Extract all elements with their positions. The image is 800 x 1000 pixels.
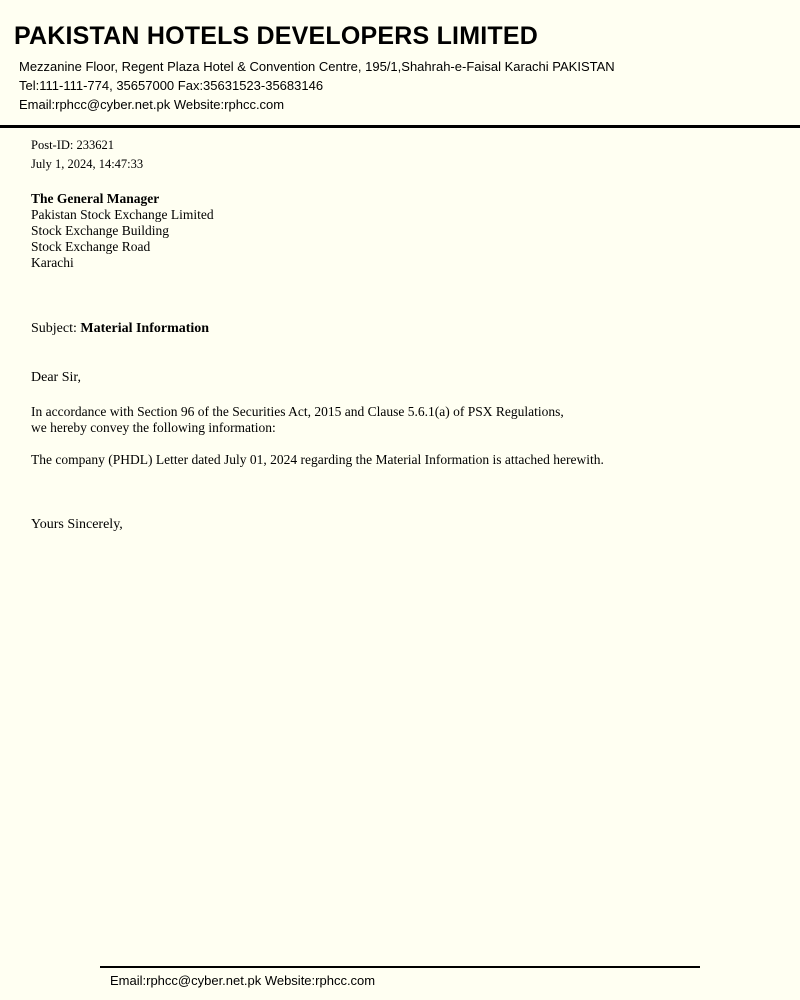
post-id: Post-ID: 233621 [31, 138, 114, 152]
paragraph-1 [31, 404, 771, 436]
recipient-line: Stock Exchange Building [31, 223, 169, 238]
date-time: July 1, 2024, 14:47:33 [31, 157, 144, 171]
closing: Yours Sincerely, [31, 517, 123, 532]
recipient-line: Pakistan Stock Exchange Limited [31, 207, 214, 222]
subject-label: Subject: [31, 321, 77, 336]
recipient-block [31, 191, 771, 271]
company-name: PAKISTAN HOTELS DEVELOPERS LIMITED [14, 22, 538, 50]
subject-line [31, 321, 771, 337]
footer-divider [100, 966, 700, 968]
footer-contact: Email:rphcc@cyber.net.pk Website:rphcc.com [110, 973, 376, 988]
paragraph-2: The company (PHDL) Letter dated July 01, 2024 regarding the Material Information is attached herewith. [31, 452, 604, 467]
letter-content [31, 137, 771, 533]
paragraph-1-line-1: In accordance with Section 96 of the Securities Act, 2015 and Clause 5.6.1(a) of PSX Regulations, [31, 404, 564, 419]
recipient-name: The General Manager [31, 191, 160, 206]
letterhead-email-website: Email:rphcc@cyber.net.pk Website:rphcc.com [19, 97, 285, 112]
salutation: Dear Sir, [31, 370, 81, 385]
letterhead-address: Mezzanine Floor, Regent Plaza Hotel & Convention Centre, 195/1,Shahrah-e-Faisal Karachi PAKISTAN [19, 59, 615, 74]
letterhead [14, 22, 786, 116]
recipient-line: Karachi [31, 255, 74, 270]
letterhead-phone: Tel:111-111-774, 35657000 Fax:35631523-35683146 [19, 78, 324, 93]
recipient-line: Stock Exchange Road [31, 239, 151, 254]
paragraph-1-line-2: we hereby convey the following information: [31, 420, 276, 435]
header-divider [0, 125, 800, 128]
subject-value: Material Information [80, 321, 210, 336]
